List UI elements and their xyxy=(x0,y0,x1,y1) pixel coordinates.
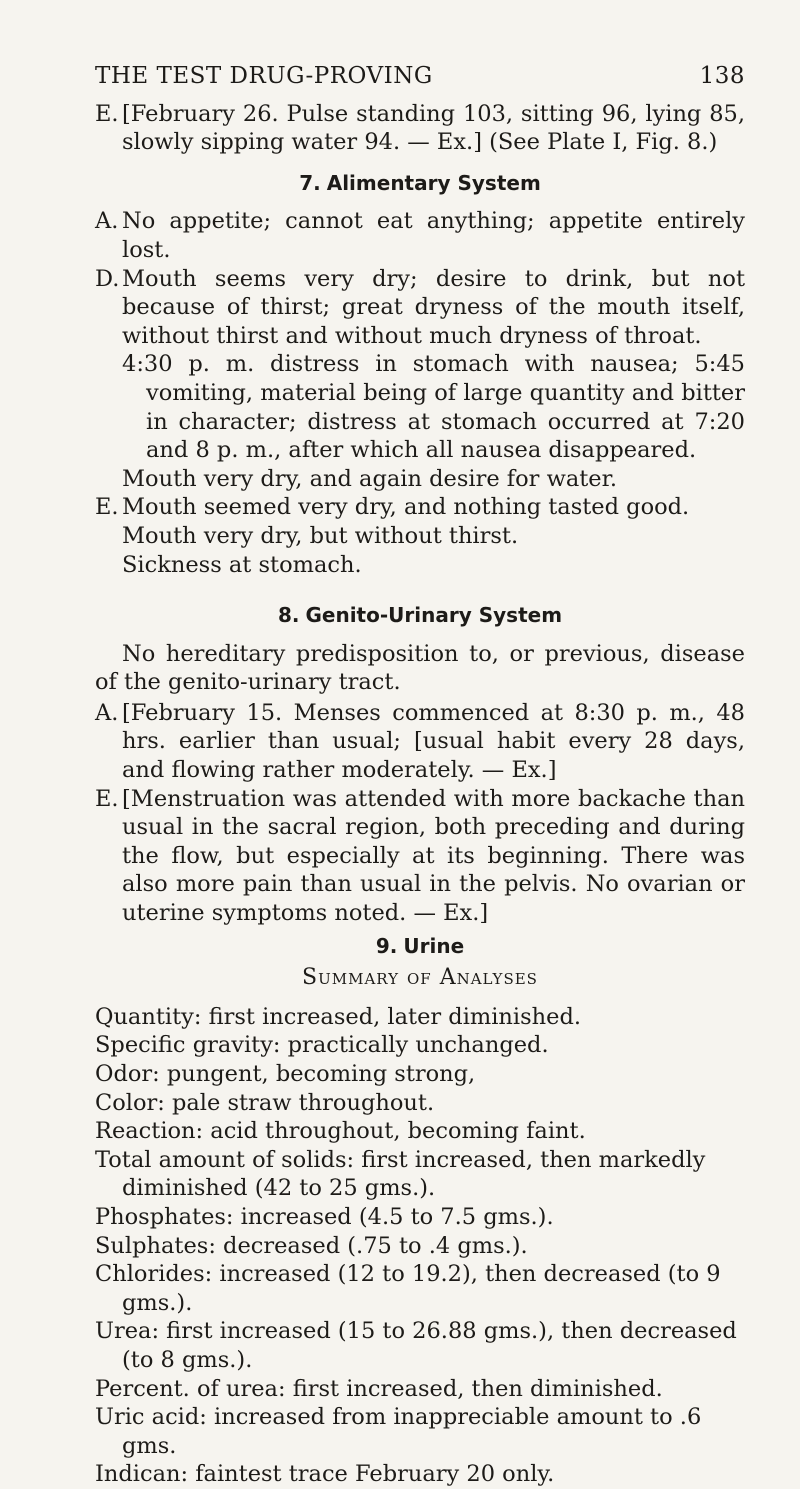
alimentary-e-continuation-2: Sickness at stomach. xyxy=(122,551,362,578)
alimentary-d-continuation-1: 4:30 p. m. distress in stomach with nausea; 5:45 vomiting, material being of large quantity and bitter in character; distress at stomach occurred at 7:20 and 8 p. m., after which all nausea disappeared. xyxy=(122,351,745,464)
entry-text: [February 26. Pulse standing 103, sitting 96, lying 85, slowly sipping water 94. — Ex.] (See Plate I, Fig. 8.) xyxy=(122,100,745,156)
section-heading-urine xyxy=(95,932,745,961)
book-page xyxy=(95,62,745,1489)
running-header xyxy=(95,62,745,91)
entry-label: A. xyxy=(95,699,119,726)
section-heading-alimentary xyxy=(95,169,745,198)
genito-urinary-paragraph: No hereditary predisposition to, or previous, disease of the genito-urinary tract. xyxy=(95,640,745,696)
summary-item: Chlorides: increased (12 to 19.2), then decreased (to 9 gms.). xyxy=(95,1261,721,1316)
summary-item: Total amount of solids: first increased, then markedly diminished (42 to 25 gms.). xyxy=(95,1146,706,1202)
intro-entry xyxy=(95,100,745,157)
alimentary-d-continuation-2: Mouth very dry, and again desire for water. xyxy=(122,465,618,492)
page-number: 138 xyxy=(699,63,745,89)
summary-item: Reaction: acid throughout, becoming faint. xyxy=(95,1118,586,1145)
section-title: Urine xyxy=(403,933,465,958)
entry-text: [February 15. Menses commenced at 8:30 p. m., 48 hrs. earlier than usual; [usual habit every 28 days, and flowing rather moderately. — Ex.] xyxy=(122,699,745,784)
summary-item: Sulphates: decreased (.75 to .4 gms.). xyxy=(95,1232,528,1259)
section-number: 8. xyxy=(277,603,300,628)
running-title: THE TEST DRUG-PROVING xyxy=(95,63,433,89)
alimentary-entry-a xyxy=(95,207,745,264)
summary-item: Odor: pungent, becoming strong, xyxy=(95,1061,476,1087)
summary-item: Urea: first increased (15 to 26.88 gms.), then decreased (to 8 gms.). xyxy=(95,1318,737,1373)
entry-text: Mouth seemed very dry, and nothing tasted good. xyxy=(122,494,690,521)
summary-item: Specific gravity: practically unchanged. xyxy=(95,1032,549,1059)
genito-urinary-entry-a xyxy=(95,699,745,785)
alimentary-entry-d xyxy=(95,265,745,351)
entry-label: D. xyxy=(95,265,120,292)
alimentary-e-continuation-1: Mouth very dry, but without thirst. xyxy=(122,522,519,549)
entry-text: [Menstruation was attended with more backache than usual in the sacral region, both preceding and during the flow, but especially at its beginning. There was also more pain than usual in the pelvis. No ovarian or uterine symptoms noted. — Ex.] xyxy=(122,785,745,927)
section-title: Genito-Urinary System xyxy=(305,603,563,628)
entry-label: A. xyxy=(95,208,119,235)
summary-item: Percent. of urea: first increased, then diminished. xyxy=(95,1375,663,1402)
section-title: Alimentary System xyxy=(326,170,541,195)
urine-summary-list xyxy=(95,1003,745,1489)
entry-text: No appetite; cannot eat anything; appetite entirely lost. xyxy=(122,208,745,263)
alimentary-entry-e xyxy=(95,493,745,522)
summary-item: Uric acid: increased from inappreciable amount to .6 gms. xyxy=(95,1404,702,1459)
summary-subtitle: Summary of Analyses xyxy=(302,965,538,991)
entry-text: Mouth seems very dry; desire to drink, but not because of thirst; great dryness of the mouth itself, without thirst and without much dryness of throat. xyxy=(122,265,745,349)
entry-label: E. xyxy=(95,785,119,812)
entry-label: E. xyxy=(95,494,119,521)
section-heading-genito-urinary xyxy=(95,601,745,630)
entry-label: E. xyxy=(95,100,119,127)
section-number: 7. xyxy=(299,170,321,195)
summary-item: Phosphates: increased (4.5 to 7.5 gms.). xyxy=(95,1203,554,1230)
summary-item: Quantity: first increased, later diminished. xyxy=(95,1003,582,1030)
summary-item: Color: pale straw throughout. xyxy=(95,1089,435,1116)
section-number: 9. xyxy=(375,933,398,958)
summary-item: Indican: faintest trace February 20 only. xyxy=(95,1461,555,1488)
genito-urinary-entry-e xyxy=(95,785,745,928)
